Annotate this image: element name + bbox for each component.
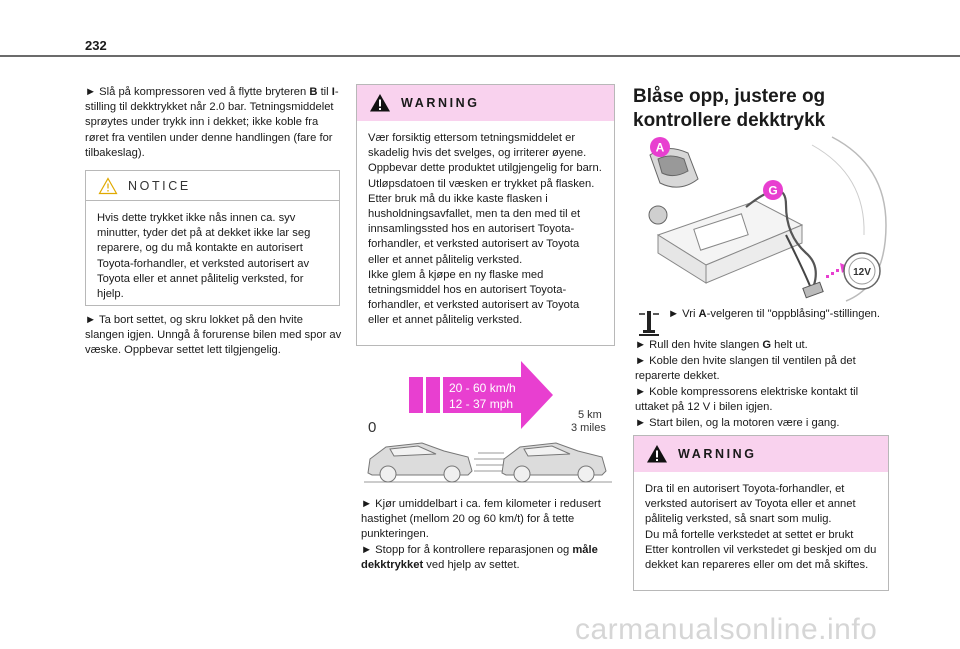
- col1-paragraph-1: ► Slå på kompressoren ved å flytte bryteren B til I-stilling til dekktrykket når 2.0 bar. Tetningsmiddelet sprøytes under trykk inn i dekket; ikke koble fra røret fra ventilen under denne handlingen (fare for tilbakeslag).: [85, 86, 339, 159]
- warning-1-line-1: Vær forsiktig ettersom tetningsmiddelet er skadelig hvis det svelges, og irriterer øyene. Oppbevar dette produktet utilgjengelig for barn.: [368, 132, 602, 175]
- warning-text-2: [634, 472, 888, 581]
- car-start-icon: [368, 443, 472, 482]
- section-heading-line-1: Blåse opp, justere og: [633, 86, 826, 107]
- step-5: ► Start bilen, og la motoren være i gang.: [635, 417, 840, 429]
- start-distance-label: 0: [368, 419, 377, 436]
- warning-text-1: [357, 121, 614, 337]
- label-a: A: [655, 140, 665, 155]
- col2-paragraph-2: ► Stopp for å kontrollere reparasjonen og måle dekktrykket ved hjelp av settet.: [361, 544, 598, 572]
- caution-triangle-icon: [98, 177, 118, 195]
- watermark: carmanualsonline.info: [575, 613, 878, 646]
- warning-box-1: [356, 84, 615, 346]
- compressor-illustration: [636, 135, 888, 303]
- section-heading-line-2: kontrollere dekktrykk: [633, 110, 826, 131]
- step-4: ► Koble kompressorens elektriske kontakt til uttaket på 12 V i bilen igjen.: [635, 386, 859, 414]
- page-number: 232: [85, 38, 107, 53]
- warning-header-1: [357, 85, 614, 121]
- speed-kmh-label: 20 - 60 km/h: [449, 381, 516, 395]
- socket-12v-label: 12V: [853, 267, 871, 278]
- distance-km-label: 5 km: [578, 409, 602, 421]
- warning-triangle-icon: [369, 93, 391, 113]
- step-2: ► Rull den hvite slangen G helt ut.: [635, 339, 808, 351]
- col2-paragraph-1: ► Kjør umiddelbart i ca. fem kilometer i redusert hastighet (mellom 20 og 60 km/t) for å tette punkteringen.: [361, 498, 601, 541]
- warning-1-line-2: Utløpsdatoen til væsken er trykket på flasken. Etter bruk må du ikke kaste flasken i husholdningsavfallet, men ta den med til et innsamlingssted hos en autorisert Toyota-forhandler, et verksted autorisert av Toyota eller et annet pålitelig verksted.: [368, 177, 595, 266]
- warning-header-2: [634, 436, 888, 472]
- car-end-icon: [502, 443, 606, 482]
- label-g: G: [768, 183, 778, 198]
- inflation-icon: [635, 308, 663, 338]
- notice-text: Hvis dette trykket ikke nås innen ca. syv minutter, tyder det på at dekket ikke lar seg reparere, og du må kontakte en autorisert Toyota-forhandler, et verksted autorisert av Toyota eller et annet pålitelig verksted, for hjelp.: [97, 212, 311, 301]
- warning-2-line-1: Dra til en autorisert Toyota-forhandler, et verksted autorisert av Toyota eller et annet pålitelig verksted, så snart som mulig.: [645, 483, 856, 526]
- header-rule: [0, 55, 960, 57]
- notice-header: [86, 171, 339, 201]
- compressor-body: [658, 201, 802, 283]
- warning-triangle-icon: [646, 444, 668, 464]
- speed-mph-label: 12 - 37 mph: [449, 397, 514, 411]
- selector-knob: [649, 206, 667, 224]
- warning-label-2: WARNING: [678, 447, 757, 461]
- warning-2-line-2: Du må fortelle verkstedet at settet er brukt Etter kontrollen vil verkstedet gi beskjed om du dekket kan repareres eller om det må skiftes.: [645, 528, 877, 572]
- step-1: ► Vri A-velgeren til "oppblåsing"-stillingen.: [668, 308, 881, 320]
- notice-box: [85, 170, 340, 306]
- warning-label-1: WARNING: [401, 96, 480, 110]
- notice-label: NOTICE: [128, 178, 191, 193]
- warning-1-line-3: Ikke glem å kjøpe en ny flaske med tetningsmiddel hos en autorisert Toyota-forhandler, et verksted autorisert av Toyota eller et annet pålitelig verksted.: [368, 268, 580, 327]
- warning-box-2: [633, 435, 889, 591]
- step-3: ► Koble den hvite slangen til ventilen på det reparerte dekket.: [635, 355, 856, 383]
- section-heading: [633, 85, 825, 133]
- drive-speed-illustration: [356, 355, 616, 485]
- distance-miles-label: 3 miles: [571, 422, 606, 434]
- col1-paragraph-2: ► Ta bort settet, og skru lokket på den hvite slangen igjen. Unngå å forurense bilen med spor av væske. Oppbevar settet lett tilgjengelig.: [85, 314, 342, 357]
